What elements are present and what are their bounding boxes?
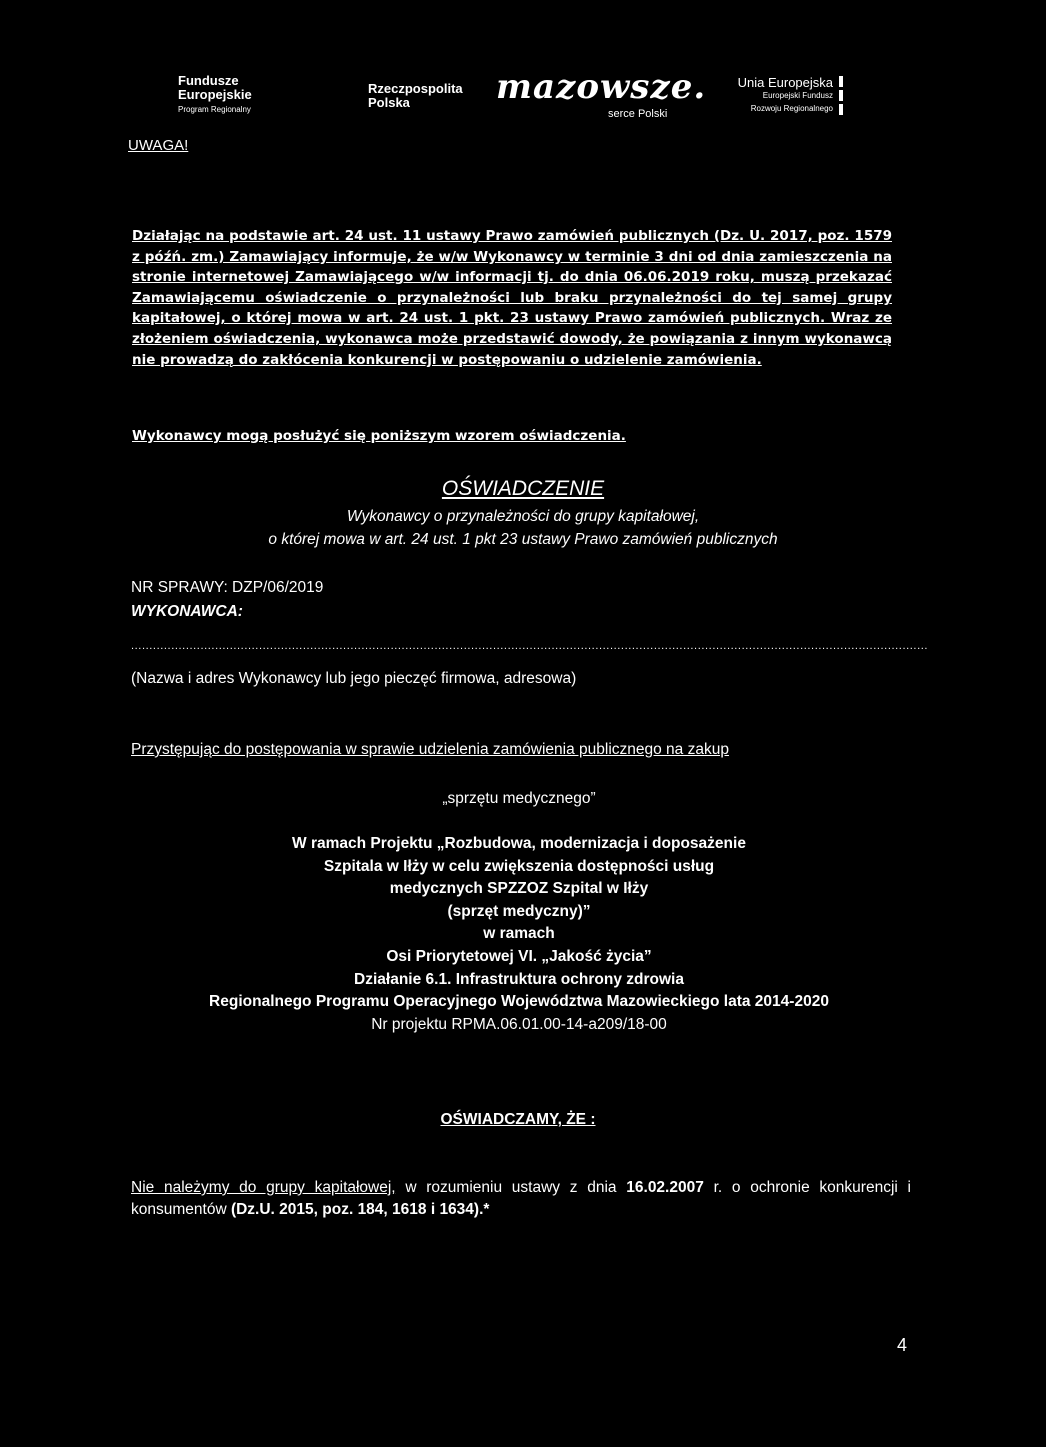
declaration-title: OŚWIADCZENIE [441,477,605,500]
notice-paragraph: Działając na podstawie art. 24 ust. 11 ustawy Prawo zamówień publicznych (Dz. U. 2017, poz. 1579 z późń. zm.) Zamawiający informuje, że w/w Wykonawcy w terminie 3 dni od dnia zamieszczenia na stronie internetowej Zamawiającego w/w informacji tj. do dnia 06.06.2019 roku, muszą przekazać Zamawiającemu oświadczenie o przynależności lub braku przynależności do tej samej grupy kapitałowej, o której mowa w art. 24 ust. 1 pkt. 23 ustawy Prawo zamówień publicznych. Wraz ze złożeniem oświadczenia, wykonawca może przedstawić dowody, że powiązania z innym wykonawcą nie prowadzą do zakłócenia konkurencji w postępowaniu o udzielenie zamówienia. [132,228,892,368]
fe-logo-line2: Europejskie [178,87,252,102]
declaration-subtitle-line2: o której mowa w art. 24 ust. 1 pkt 23 ustawy Prawo zamówień publicznych [268,531,778,548]
project-action-number: Działanie 6.1. [354,970,452,988]
page-number: 4 [897,1335,908,1355]
template-notice: Wykonawcy mogą posłużyć się poniższym wzorem oświadczenia. [132,428,626,444]
rp-logo-line1: Rzeczpospolita [368,81,463,96]
mazowsze-logo [496,67,707,120]
unia-europejska-logo [733,76,833,115]
statement-date: 16.02.2007 [626,1179,704,1196]
statement-middle: w rozumieniu ustawy z dnia [395,1179,627,1196]
contractor-fill-line: .......................................................................................................................................................................................................................... [131,640,929,652]
case-number: NR SPRAWY: DZP/06/2019 [131,579,324,596]
project-line: Osi Priorytetowej VI. „Jakość życia” [386,947,652,965]
mazowsze-wordmark: mazowsze. [496,67,707,107]
ue-logo-line3: Rozwoju Regionalnego [750,104,833,113]
ue-logo-line2: Europejski Fundusz [762,91,833,100]
contractor-label: WYKONAWCA: [131,603,243,620]
declaration-subtitle-line1: Wykonawcy o przynależności do grupy kapitałowej, [346,508,700,525]
ue-logo-line1: Unia Europejska [737,75,833,90]
fe-logo-line3: Program Regionalny [178,105,251,114]
project-block [0,833,1038,1036]
we-declare-heading: OŚWIADCZAMY, ŻE : [440,1111,596,1128]
rp-logo-line2: Polska [368,95,410,110]
project-action-name: Infrastruktura ochrony zdrowia [451,970,684,988]
project-line: (sprzęt medyczny)” [447,902,591,920]
declaration-subtitle [0,505,1046,551]
project-line: Regionalnego Programu Operacyjnego Województwa Mazowieckiego lata 2014-2020 [209,993,829,1011]
project-line: Szpitala w Iłży w celu zwiększenia dostępności usług [323,857,715,875]
statement-citation: (Dz.U. 2015, poz. 184, 1618 i 1634).* [230,1201,490,1218]
warning-label: UWAGA! [128,137,189,154]
procurement-subject: „sprzętu medycznego” [442,790,596,807]
statement-after-date: r. o ochronie konkurencji i konsumentów [131,1179,911,1218]
fundusze-europejskie-logo [178,74,252,117]
mazowsze-tagline: serce Polski [608,108,668,120]
project-line: medycznych SPZZOZ Szpital w Iłży [389,880,649,898]
statement-underlined: Nie należymy do grupy kapitałowej, [131,1179,396,1196]
project-line: W ramach Projektu „Rozbudowa, modernizacja i doposażenie [292,835,746,852]
project-number: Nr projektu RPMA.06.01.00-14-a209/18-00 [371,1015,667,1033]
project-line [0,969,1038,992]
project-line: w ramach [483,925,555,943]
eu-flag-icon [839,76,843,118]
statement-paragraph [131,1177,911,1221]
rzeczpospolita-logo [368,82,463,110]
fe-logo-line1: Fundusze [178,73,239,88]
proceeding-text: Przystępując do postępowania w sprawie udzielenia zamówienia publicznego na zakup [131,741,729,758]
contractor-note: (Nazwa i adres Wykonawcy lub jego pieczęć firmowa, adresowa) [131,670,577,687]
